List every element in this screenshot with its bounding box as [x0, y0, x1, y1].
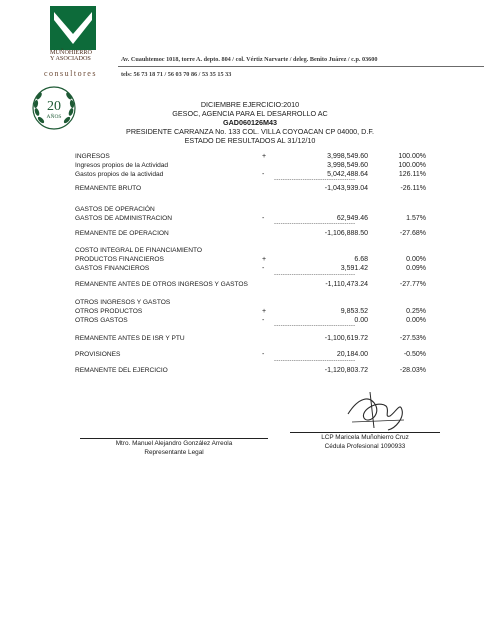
firm-address: Av. Cuauhtemoc 1018, torre A. depto. 804 / col. Vértiz Narvarte / deleg. Benito Juárez / c.p. 03600 [121, 56, 378, 63]
period-heading: DICIEMBRE EJERCICIO:2010 [200, 100, 300, 109]
row-amount: -1,110,473.24 [325, 281, 368, 288]
statement-title: ESTADO DE RESULTADOS AL 31/12/10 [184, 136, 316, 145]
row-label: PROVISIONES [75, 351, 121, 358]
firm-name-line1: MUÑOHIERRO [50, 49, 92, 56]
row-amount: -1,100,619.72 [324, 335, 368, 342]
row-label: REMANENTE ANTES DE OTROS INGRESOS Y GASTOS [75, 281, 248, 288]
row-percent: 126.11% [398, 171, 426, 178]
row-label: PRODUCTOS FINANCIEROS [75, 256, 164, 263]
row-label: Gastos propios de la actividad [75, 171, 164, 178]
row-percent: 100.00% [398, 153, 426, 160]
company-address: PRESIDENTE CARRANZA No. 133 COL. VILLA COYOACAN CP 04000, D.F. [126, 127, 374, 136]
row-sign: + [262, 153, 267, 160]
row-percent: 0.00% [406, 317, 426, 324]
right-signer-name: LCP Maricela Muñohierro Cruz [321, 434, 409, 441]
row-label: OTROS GASTOS [75, 317, 128, 324]
row-percent: 0.09% [406, 265, 426, 272]
row-sign: - [262, 265, 265, 272]
firm-phones: tels: 56 73 18 71 / 56 03 70 86 / 53 35 15 33 [121, 71, 232, 78]
row-sign: + [262, 308, 267, 315]
row-label: GASTOS FINANCIEROS [75, 265, 150, 272]
row-amount: 3,591.42 [340, 265, 368, 272]
row-label: REMANENTE ANTES DE ISR Y PTU [75, 335, 185, 342]
handwritten-signature [330, 388, 420, 436]
row-label: REMANENTE BRUTO [75, 185, 142, 192]
row-sign: - [262, 171, 265, 178]
row-sign: - [262, 351, 265, 358]
seal-number: 20 [47, 99, 61, 114]
row-amount: -1,106,888.50 [324, 230, 368, 237]
firm-logo [50, 6, 96, 50]
company-rfc: GAD060126M43 [223, 118, 277, 127]
row-percent: -27.68% [399, 230, 426, 237]
row-amount: 9,853.52 [340, 308, 368, 315]
subtotal-rule: ------------------------------------- [274, 358, 356, 364]
row-sign: + [262, 256, 267, 263]
row-label: REMANENTE DEL EJERCICIO [75, 367, 168, 374]
right-signature-line [290, 432, 440, 433]
row-percent: -0.50% [403, 351, 426, 358]
row-label: GASTOS DE ADMINISTRACION [75, 215, 172, 222]
row-label: OTROS INGRESOS Y GASTOS [75, 299, 171, 306]
row-amount: 6.68 [354, 256, 368, 263]
header-divider [118, 66, 484, 67]
row-percent: -27.77% [399, 281, 426, 288]
right-signer-role: Cédula Profesional 1090933 [324, 443, 406, 450]
row-percent: 100.00% [398, 162, 426, 169]
row-amount: 3,998,549.60 [327, 153, 368, 160]
subtotal-rule: ------------------------------------- [274, 323, 356, 329]
row-label: INGRESOS [75, 153, 110, 160]
seal-word: AÑOS [46, 114, 62, 120]
subtotal-rule: ------------------------------------- [274, 177, 356, 183]
row-amount: 3,998,549.60 [327, 162, 368, 169]
row-label: Ingresos propios de la Actividad [75, 162, 169, 169]
subtotal-rule: ------------------------------------- [274, 221, 356, 227]
firm-name-line2: Y ASOCIADOS [50, 55, 91, 62]
company-name: GESOC, AGENCIA PARA EL DESARROLLO AC [172, 109, 328, 118]
firm-tagline: consultores [44, 69, 97, 78]
left-signer-name: Mtro. Manuel Alejandro González Arreola [115, 440, 233, 447]
row-percent: 0.25% [406, 308, 426, 315]
row-amount: 5,042,488.64 [327, 171, 368, 178]
row-percent: -27.53% [399, 335, 426, 342]
row-percent: 0.00% [406, 256, 426, 263]
row-label: OTROS PRODUCTOS [75, 308, 143, 315]
row-label: GASTOS DE OPERACIÓN [75, 206, 155, 213]
subtotal-rule: ------------------------------------- [274, 272, 356, 278]
row-amount: 20,184.00 [336, 351, 368, 358]
row-sign: - [262, 317, 265, 324]
left-signature-line [80, 438, 268, 439]
row-amount: 62,949.46 [336, 215, 368, 222]
row-amount: 0.00 [354, 317, 368, 324]
row-amount: -1,120,803.72 [324, 367, 368, 374]
row-percent: -26.11% [400, 185, 426, 192]
row-label: COSTO INTEGRAL DE FINANCIAMIENTO [75, 247, 203, 254]
row-label: REMANENTE DE OPERACION [75, 230, 169, 237]
row-percent: -28.03% [399, 367, 426, 374]
row-amount: -1,043,939.04 [324, 185, 368, 192]
left-signer-role: Representante Legal [144, 449, 204, 456]
row-percent: 1.57% [406, 215, 426, 222]
row-sign: - [262, 215, 265, 222]
